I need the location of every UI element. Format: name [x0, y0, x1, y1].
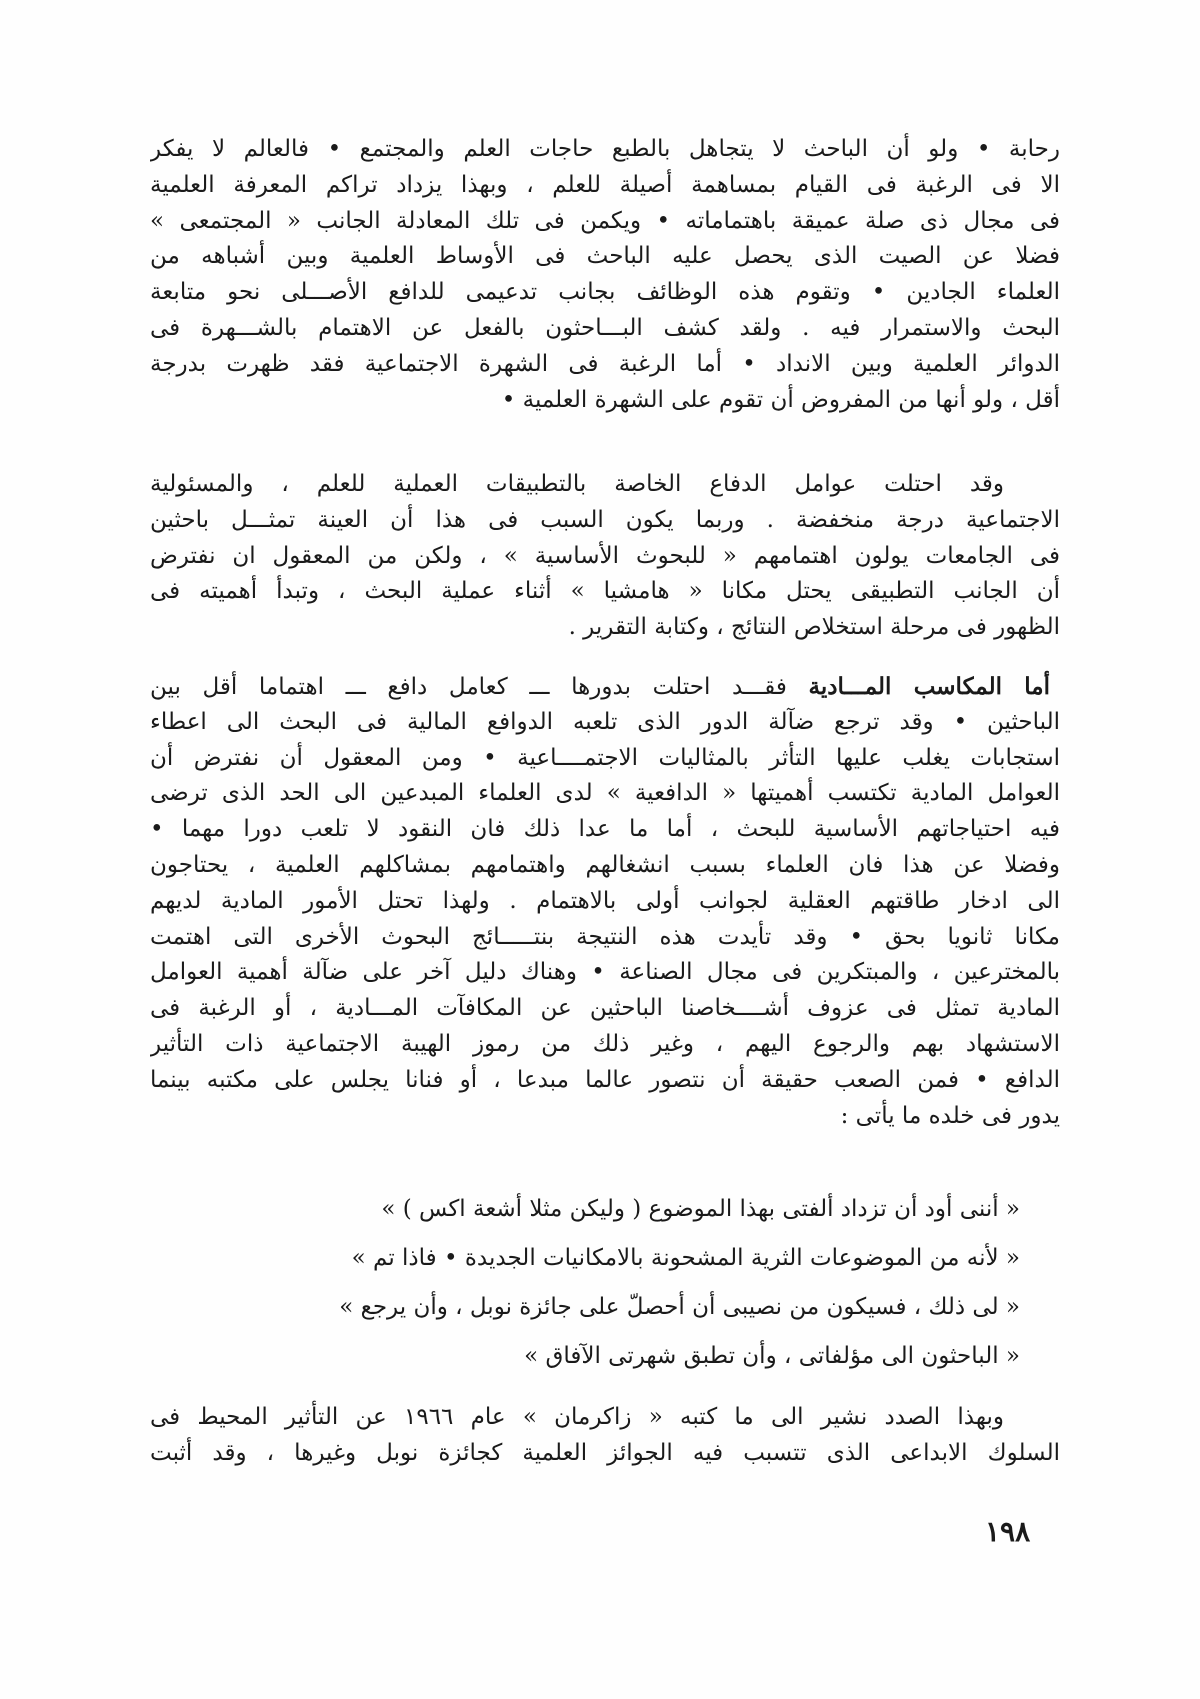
text-line: وفضلا عن هذا فان العلماء بسبب انشغالهم واهتمامهم بمشاكلهم العلمية ، يحتاجون [150, 851, 1060, 878]
text-line: الباحثين • وقد ترجع ضآلة الدور الذى تلعبه الدوافع المالية فى البحث الى اعطاء [150, 708, 1060, 735]
paragraph-4 [150, 1400, 1060, 1472]
page-number: ١٩٨ [985, 1515, 1031, 1548]
text-line: الا فى الرغبة فى القيام بمساهمة أصيلة للعلم ، وبهذا يزداد تراكم المعرفة العلمية [150, 171, 1060, 198]
text-line: أقل ، ولو أنها من المفروض أن تقوم على الشهرة العلمية • [501, 386, 1060, 413]
text-span: فقـــد احتلت بدورها ـــ كعامل دافع ـــ اهتماما أقل بين [150, 674, 809, 700]
text-line: بالمخترعين ، والمبتكرين فى مجال الصناعة • وهناك دليل آخر على ضآلة أهمية العوامل [150, 959, 1060, 986]
text-line: أن الجانب التطبيقى يحتل مكانا « هامشيا » أثناء عملية البحث ، وتبدأ أهميته فى [150, 578, 1060, 605]
text-line: وبهذا الصدد نشير الى ما كتبه « زاكرمان » عام ١٩٦٦ عن التأثير المحيط فى [150, 1404, 1004, 1430]
text-line: البحث والاستمرار فيه . ولقد كشف البـــاحثون بالفعل عن الاهتمام بالشـــهرة فى [150, 314, 1060, 341]
quote-line: « لأنه من الموضوعات الثرية المشحونة بالامكانيات الجديدة • فاذا تم » [351, 1245, 1020, 1271]
text-line [150, 669, 1060, 705]
paragraph-1 [150, 132, 1060, 418]
text-line: فى الجامعات يولون اهتمامهم « للبحوث الأساسية » ، ولكن من المعقول ان نفترض [150, 542, 1060, 569]
quote-line: « الباحثون الى مؤلفاتى ، وأن تطبق شهرتى الآفاق » [524, 1343, 1020, 1369]
text-line: الظهور فى مرحلة استخلاص النتائج ، وكتابة التقرير . [568, 614, 1060, 641]
text-line: السلوك الابداعى الذى تتسبب فيه الجوائز العلمية كجائزة نوبل وغيرها ، وقد أثبت [150, 1439, 1060, 1466]
text-line: الى ادخار طاقتهم العقلية لجوانب أولى بالاهتمام . ولهذا تحتل الأمور المادية لديهم [150, 887, 1060, 914]
text-line: رحابة • ولو أن الباحث لا يتجاهل بالطبع حاجات العلم والمجتمع • فالعالم لا يفكر [150, 136, 1060, 162]
text-line: العوامل المادية تكتسب أهميتها « الدافعية » لدى العلماء المبدعين الى الحد الذى ترضى [150, 780, 1060, 807]
text-line: فيه احتياجاتهم الأساسية للبحث ، أما ما عدا ذلك فان النقود لا تلعب دورا مهما • [150, 816, 1060, 843]
text-line: فى مجال ذى صلة عميقة باهتماماته • ويكمن فى تلك المعادلة الجانب « المجتمعى » [150, 207, 1060, 234]
quote-line: « أننى أود أن تزداد ألفتى بهذا الموضوع ( وليكن مثلا أشعة اكس ) » [381, 1196, 1020, 1222]
text-line: العلماء الجادين • وتقوم هذه الوظائف بجانب تدعيمى للدافع الأصـــلى نحو متابعة [150, 279, 1060, 306]
quote-block [240, 1185, 1020, 1381]
text-line: وقد احتلت عوامل الدفاع الخاصة بالتطبيقات العملية للعلم ، والمسئولية [150, 471, 1004, 497]
text-line: الدوائر العلمية وبين الانداد • أما الرغبة فى الشهرة الاجتماعية فقد ظهرت بدرجة [150, 350, 1060, 377]
quote-line: « لى ذلك ، فسيكون من نصيبى أن أحصلّ على جائزة نوبل ، وأن يرجع » [339, 1294, 1020, 1320]
bold-lead-phrase: أما المكاسب المـــادية [808, 673, 1050, 700]
text-line: فضلا عن الصيت الذى يحصل عليه الباحث فى الأوساط العلمية وبين أشباهه من [150, 243, 1060, 270]
text-line: الدافع • فمن الصعب حقيقة أن نتصور عالما مبدعا ، أو فنانا يجلس على مكتبه بينما [150, 1066, 1060, 1093]
text-line: الاجتماعية درجة منخفضة . وربما يكون السبب فى هذا أن العينة تمثـــل باحثين [150, 506, 1060, 533]
text-line: الاستشهاد بهم والرجوع اليهم ، وغير ذلك من رموز الهيبة الاجتماعية ذات التأثير [150, 1030, 1060, 1057]
text-line: استجابات يغلب عليها التأثر بالمثاليات الاجتمــــاعية • ومن المعقول أن نفترض أن [150, 744, 1060, 771]
text-line: يدور فى خلده ما يأتى : [840, 1102, 1060, 1129]
paragraph-3 [150, 669, 1060, 1134]
text-line: المادية تمثل فى عزوف أشــــخاصنا الباحثين عن المكافآت المـــادية ، أو الرغبة فى [150, 995, 1060, 1022]
text-line: مكانا ثانويا بحق • وقد تأيدت هذه النتيجة بنتـــــائج البحوث الأخرى التى اهتمت [150, 923, 1060, 950]
paragraph-2 [150, 467, 1060, 646]
